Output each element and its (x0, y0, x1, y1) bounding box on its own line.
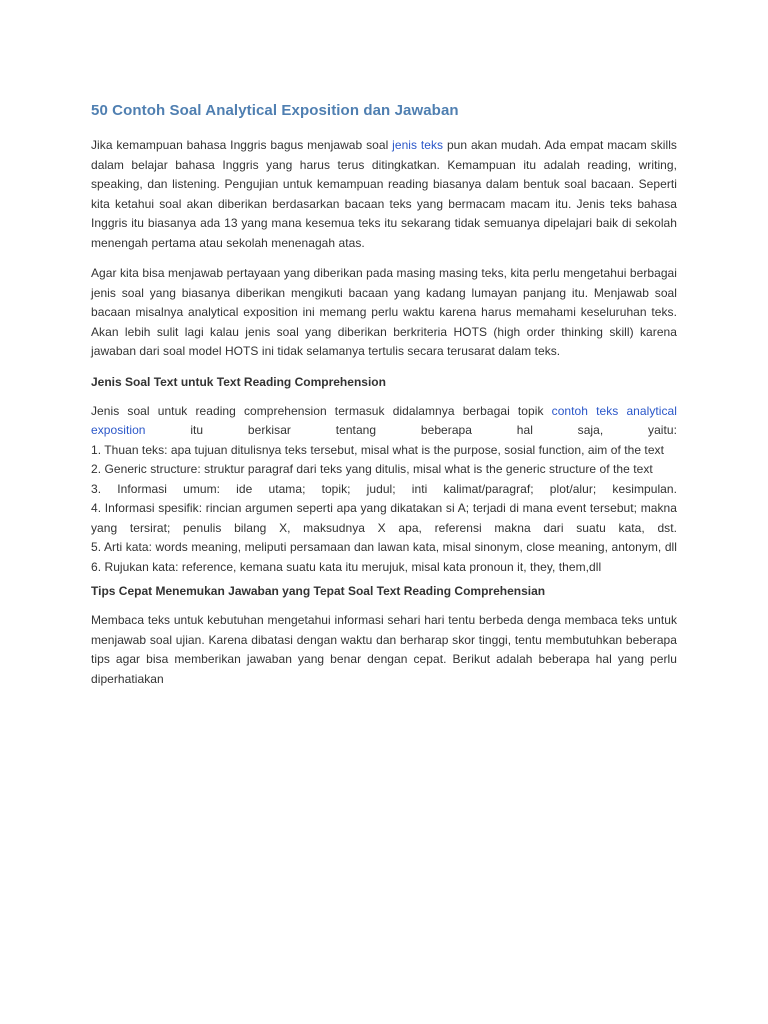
article-title: 50 Contoh Soal Analytical Exposition dan Jawaban (91, 102, 459, 119)
jenis-teks-link[interactable]: jenis teks (392, 138, 444, 152)
article-body (91, 100, 677, 700)
list-item: 1. Thuan teks: apa tujuan ditulisnya teks tersebut, misal what is the purpose, sosial function, aim of the text (91, 442, 664, 457)
contoh-teks-analytical-link[interactable]: contoh teks analytical (551, 403, 677, 418)
question-types-intro-end: itu berkisar tentang beberapa hal saja, yaitu: (190, 423, 677, 437)
list-item: 5. Arti kata: words meaning, meliputi persamaan dan lawan kata, misal sinonym, close meaning, antonym, dll (91, 540, 677, 554)
list-item: 6. Rujukan kata: reference, kemana suatu kata itu merujuk, misal kata pronoun it, they, them,dll (91, 559, 602, 574)
intro-paragraph (91, 136, 677, 253)
section-heading-jenis-soal: Jenis Soal Text untuk Text Reading Comprehension (91, 374, 386, 389)
intro-text-start: Jika kemampuan bahasa Inggris bagus menjawab soal (91, 138, 393, 152)
question-types-intro-text: Jenis soal untuk reading comprehension termasuk didalamnya berbagai topik (91, 403, 552, 418)
question-types-intro (91, 402, 677, 441)
section-heading-tips: Tips Cepat Menemukan Jawaban yang Tepat Soal Text Reading Comprehensian (91, 584, 546, 598)
list-item: 2. Generic structure: struktur paragraf dari teks yang ditulis, misal what is the generic structure of the text (91, 462, 653, 476)
list-item: 4. Informasi spesifik: rincian argumen seperti apa yang dikatakan si A; terjadi di mana event tersebut; makna yang tersirat; penulis bilang X, maksudnya X apa, referensi makna dari suatu kata, dst. (91, 501, 677, 535)
list-item: 3. Informasi umum: ide utama; topik; judul; inti kalimat/paragraf; plot/alur; kesimpulan. (91, 481, 677, 496)
tips-paragraph: Membaca teks untuk kebutuhan mengetahui informasi sehari hari tentu berbeda denga membaca teks untuk menjawab soal ujian. Karena dibatasi dengan waktu dan berharap skor tinggi, tentu membutuhkan beberapa tips agar bisa memberikan jawaban yang benar dengan cepat. Berikut adalah beberapa hal yang perlu diperhatiakan (91, 613, 677, 686)
second-paragraph: Agar kita bisa menjawab pertayaan yang diberikan pada masing masing teks, kita perlu mengetahui berbagai jenis soal yang biasanya diberikan mengikuti bacaan yang kadang lumayan panjang itu. Menjawab soal bacaan misalnya analytical exposition ini memang perlu waktu karena harus memahami keseluruhan teks. Akan lebih sulit lagi kalau jenis soal yang diberikan berkriteria HOTS (high order thinking skill) karena jawaban dari soal model HOTS ini tidak selamanya tertulis secara terusarat dalam teks. (91, 266, 677, 358)
intro-text-rest: pun akan mudah. Ada empat macam skills dalam belajar bahasa Inggris yang harus terus ditingkatkan. Kemampuan itu adalah reading, writing, speaking, dan listening. Pengujian untuk kemampuan reading biasanya dalam bentuk soal bacaan. Seperti kita ketahui soal akan diberikan berdasarkan bacaan teks yang bermacam macam itu. Jenis teks bahasa Inggris itu biasanya ada 13 yang mana kesemua teks itu sekarang tidak semuanya dipelajari baik di sekolah menengah pertama atau sekolah menenagah atas. (91, 138, 677, 250)
question-types-block (91, 402, 677, 578)
exposition-link[interactable]: exposition (91, 423, 146, 437)
